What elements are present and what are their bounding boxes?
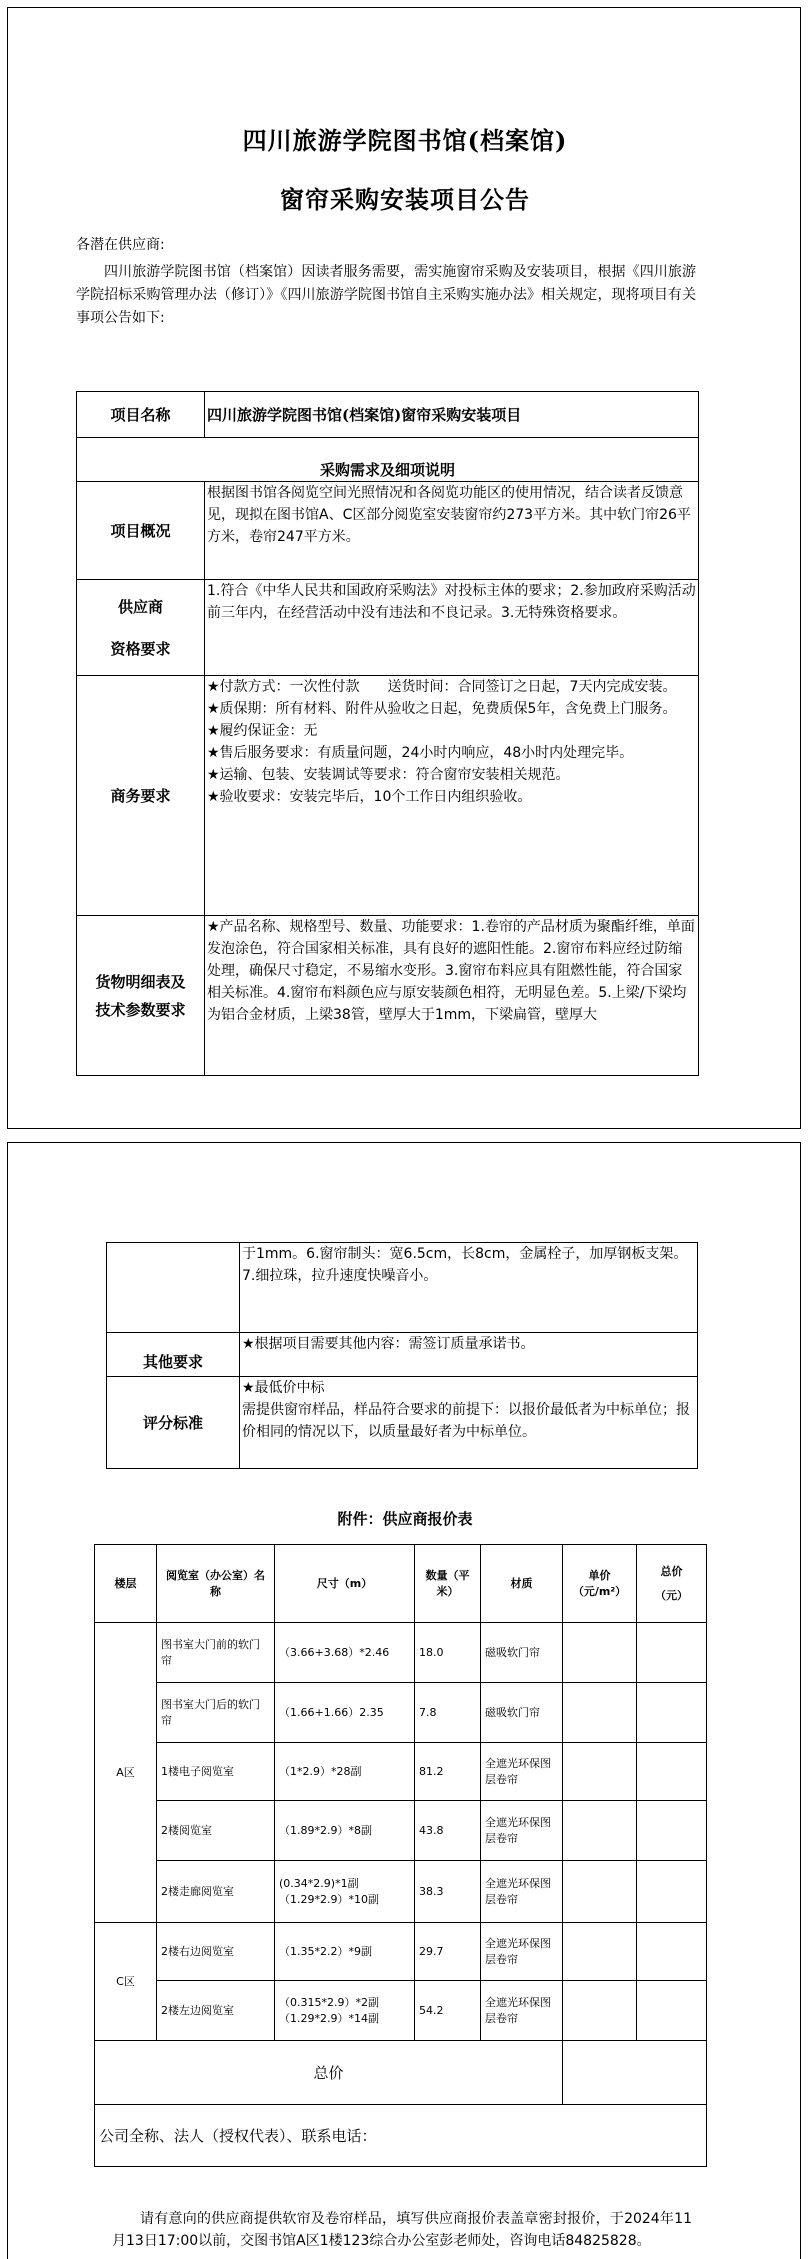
header-total-line-1: 总价 [660, 1564, 683, 1578]
evaluation-item: 需提供窗帘样品，样品符合要求的前提下：以报价最低者为中标单位；报价相同的情况以下，以质量最好者为中标单位。 [242, 1402, 690, 1440]
room-cell: 2楼阅览室 [157, 1801, 275, 1861]
size-cell: （1.89*2.9）*8副 [275, 1801, 415, 1861]
qty-cell: 7.8 [415, 1683, 481, 1743]
size-cell: （3.66+3.68）*2.46 [275, 1623, 415, 1683]
room-cell: 2楼走廊阅览室 [157, 1861, 275, 1923]
page-2 [7, 1142, 801, 2259]
header-material: 材质 [481, 1545, 563, 1623]
size-cell: （0.315*2.9）*2副（1.29*2.9）*14副 [275, 1981, 415, 2041]
project-name-label: 项目名称 [77, 392, 205, 438]
evaluation-label: 评分标准 [107, 1377, 240, 1469]
business-item: ★履约保证金：无 [207, 723, 318, 739]
material-cell: 磁吸软门帘 [481, 1683, 563, 1743]
footer-note: 请有意向的供应商提供软帘及卷帘样品，填写供应商报价表盖章密封报价，于2024年11月13日17:00以前，交图书馆A区1楼123综合办公室彭老师处，咨询电话84825828。 [112, 2211, 692, 2249]
goods-spec-label [77, 916, 205, 1076]
goods-label-line-2: 技术参数要求 [95, 1000, 186, 1019]
supplier-label-line-2: 资格要求 [110, 639, 171, 658]
material-cell: 全遮光环保图层卷帘 [481, 1801, 563, 1861]
table-row [95, 1623, 707, 1683]
qty-cell: 81.2 [415, 1743, 481, 1801]
unit-price-cell[interactable] [563, 1623, 637, 1683]
business-item: ★验收要求：安装完毕后，10个工作日内组织验收。 [207, 789, 532, 805]
grand-total-label: 总价 [95, 2041, 563, 2105]
goods-label-continued [107, 1243, 240, 1333]
total-price-cell[interactable] [637, 1981, 707, 2041]
price-quote-table [94, 1544, 707, 2167]
grand-total-value[interactable] [563, 2041, 707, 2105]
business-item: ★运输、包装、安装调试等要求：符合窗帘安装相关规范。 [207, 767, 570, 783]
goods-spec-value [205, 916, 699, 1076]
room-cell: 图书室大门前的软门帘 [157, 1623, 275, 1683]
evaluation-item: ★最低价中标 [242, 1380, 325, 1396]
section-header: 采购需求及细项说明 [77, 438, 699, 482]
header-size: 尺寸（m） [275, 1545, 415, 1623]
header-unit-price: 单价（元/m²） [563, 1545, 637, 1623]
total-price-cell[interactable] [637, 1923, 707, 1981]
zone-c-cell: C区 [95, 1923, 157, 2041]
requirements-table-continued [106, 1242, 698, 1469]
requirements-table [76, 391, 699, 1076]
table-row [95, 1743, 707, 1801]
title-line-1: 四川旅游学院图书馆(档案馆) [242, 126, 568, 155]
header-room: 阅览室（办公室）名称 [157, 1545, 275, 1623]
header-qty: 数量（平米） [415, 1545, 481, 1623]
total-price-cell[interactable] [637, 1623, 707, 1683]
overview-value: 根据图书馆各阅览空间光照情况和各阅览功能区的使用情况，结合读者反馈意见，现拟在图书馆A、C区部分阅览室安装窗帘约273平方米。其中软门帘26平方米，卷帘247平方米。 [205, 482, 699, 580]
total-price-cell[interactable] [637, 1801, 707, 1861]
other-requirements-value: ★根据项目需要其他内容：需签订质量承诺书。 [240, 1333, 698, 1377]
size-cell: （1.35*2.2）*9副 [275, 1923, 415, 1981]
overview-label: 项目概况 [77, 482, 205, 580]
header-total [637, 1545, 707, 1623]
supplier-label-line-1: 供应商 [117, 597, 163, 616]
company-info-field[interactable]: 公司全称、法人（授权代表）、联系电话： [95, 2105, 707, 2167]
intro-paragraph: 四川旅游学院图书馆（档案馆）因读者服务需要，需实施窗帘采购及安装项目，根据《四川旅游学院招标采购管理办法（修订）》《四川旅游学院图书馆自主采购实施办法》相关规定，现将项目有关事项公告如下: [76, 264, 696, 326]
qty-cell: 38.3 [415, 1861, 481, 1923]
unit-price-cell[interactable] [563, 1801, 637, 1861]
supplier-qualification-label [77, 580, 205, 676]
total-price-cell[interactable] [637, 1861, 707, 1923]
business-item: ★质保期：所有材料、附件从验收之日起，免费质保5年，含免费上门服务。 [207, 701, 677, 717]
evaluation-value [240, 1377, 698, 1469]
other-requirements-label: 其他要求 [107, 1333, 240, 1377]
qty-cell: 43.8 [415, 1801, 481, 1861]
business-item: ★售后服务要求：有质量问题，24小时内响应，48小时内处理完毕。 [207, 745, 634, 761]
header-total-line-2: （元） [655, 1588, 688, 1602]
project-name-value: 四川旅游学院图书馆(档案馆)窗帘采购安装项目 [205, 392, 699, 438]
unit-price-cell[interactable] [563, 1683, 637, 1743]
total-price-cell[interactable] [637, 1743, 707, 1801]
header-floor: 楼层 [95, 1545, 157, 1623]
business-item: ★付款方式：一次性付款 送货时间：合同签订之日起，7天内完成安装。 [207, 679, 677, 695]
goods-spec-text: ★产品名称、规格型号、数量、功能要求：1.卷帘的产品材质为聚酯纤维，单面发泡涂色，符合国家相关标准，具有良好的遮阳性能。2.窗帘布料应经过防缩处理，确保尺寸稳定，不易缩水变形。3.窗帘布料应具有阻燃性能，符合国家相关标准。4.窗帘布料颜色应与原安装颜色相符，无明显色差。5.上梁/下梁均为铝合金材质，上梁38管，壁厚大于1mm，下梁扁管，壁厚大 [207, 919, 695, 1023]
page-1 [7, 7, 801, 1129]
size-cell: (0.34*2.9)*1副（1.29*2.9）*10副 [275, 1861, 415, 1923]
attachment-title: 附件：供应商报价表 [337, 1510, 473, 1528]
table-row [95, 1981, 707, 2041]
size-cell: （1*2.9）*28副 [275, 1743, 415, 1801]
table-row [95, 1923, 707, 1981]
material-cell: 全遮光环保图层卷帘 [481, 1743, 563, 1801]
zone-a-cell: A区 [95, 1623, 157, 1923]
unit-price-cell[interactable] [563, 1861, 637, 1923]
unit-price-cell[interactable] [563, 1923, 637, 1981]
room-cell: 图书室大门后的软门帘 [157, 1683, 275, 1743]
material-cell: 全遮光环保图层卷帘 [481, 1861, 563, 1923]
business-requirements [205, 676, 699, 916]
table-row [95, 1683, 707, 1743]
material-cell: 全遮光环保图层卷帘 [481, 1981, 563, 2041]
room-cell: 1楼电子阅览室 [157, 1743, 275, 1801]
qty-cell: 29.7 [415, 1923, 481, 1981]
title-line-2: 窗帘采购安装项目公告 [280, 185, 530, 214]
total-price-cell[interactable] [637, 1683, 707, 1743]
table-row [95, 1861, 707, 1923]
unit-price-cell[interactable] [563, 1981, 637, 2041]
greeting: 各潜在供应商: [76, 237, 165, 253]
qty-cell: 54.2 [415, 1981, 481, 2041]
qty-cell: 18.0 [415, 1623, 481, 1683]
business-label: 商务要求 [77, 676, 205, 916]
goods-label-line-1: 货物明细表及 [95, 972, 186, 991]
unit-price-cell[interactable] [563, 1743, 637, 1801]
goods-spec-continued: 于1mm。6.窗帘制头：宽6.5cm，长8cm，金属栓子，加厚钢板支架。7.细拉珠，拉升速度快噪音小。 [240, 1243, 698, 1333]
size-cell: （1.66+1.66）2.35 [275, 1683, 415, 1743]
material-cell: 磁吸软门帘 [481, 1623, 563, 1683]
room-cell: 2楼右边阅览室 [157, 1923, 275, 1981]
material-cell: 全遮光环保图层卷帘 [481, 1923, 563, 1981]
supplier-qualification-value: 1.符合《中华人民共和国政府采购法》对投标主体的要求；2.参加政府采购活动前三年内，在经营活动中没有违法和不良记录。3.无特殊资格要求。 [205, 580, 699, 676]
room-cell: 2楼左边阅览室 [157, 1981, 275, 2041]
table-row [95, 1801, 707, 1861]
